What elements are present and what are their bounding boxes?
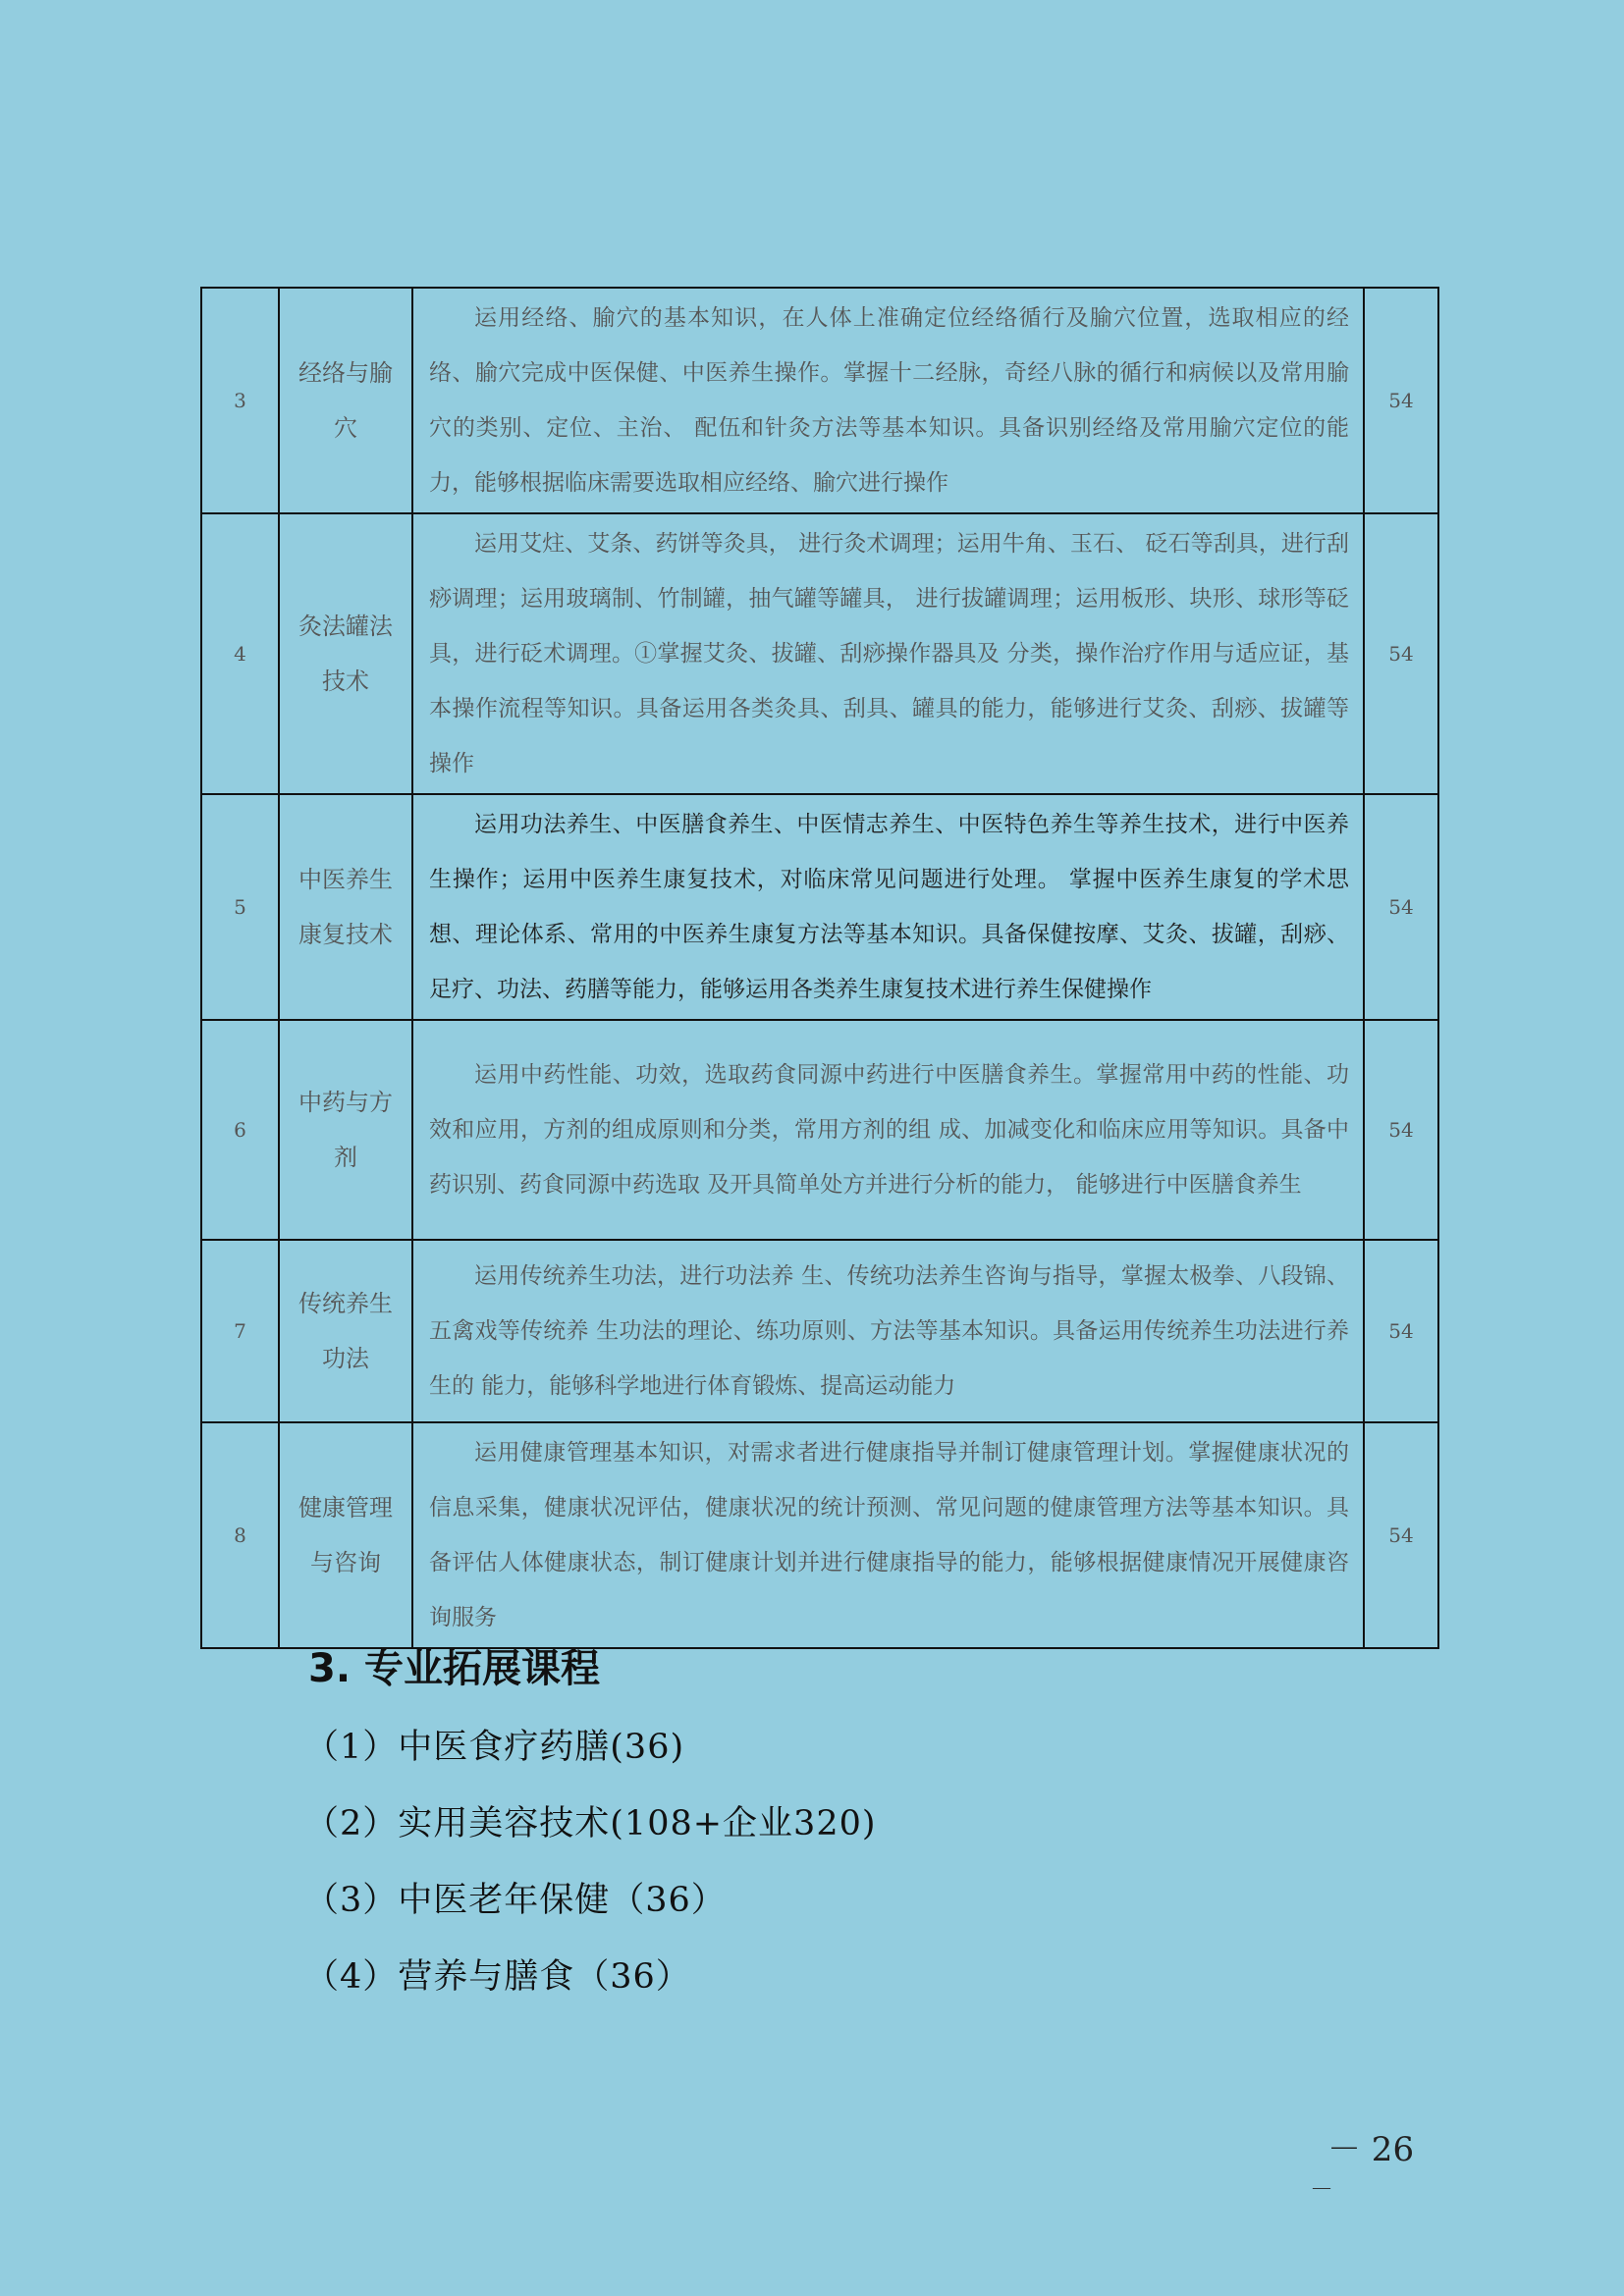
course-description [412,513,1364,794]
course-name: 中医养生康复技术 [279,794,412,1020]
table-row [201,1422,1438,1648]
course-hours: 54 [1364,1240,1438,1422]
table-row [201,794,1438,1020]
course-name: 健康管理与咨询 [279,1422,412,1648]
table-row [201,513,1438,794]
course-description-text: 运用经络、腧穴的基本知识，在人体上准确定位经络循行及腧穴位置，选取相应的经络、腧穴完成中医保健、中医养生操作。掌握十二经脉，奇经八脉的循行和病候以及常用腧穴的类别、定位、主治、 配伍和针灸方法等基本知识。具备识别经络及常用腧穴定位的能力，能够根据临床需要选取相应经络、腧穴进行操作 [429,305,1349,496]
page-number: － 26 [1327,2130,1415,2169]
course-table [200,287,1439,1649]
course-description-text: 运用艾炷、艾条、药饼等灸具， 进行灸术调理；运用牛角、玉石、 砭石等刮具，进行刮痧调理；运用玻璃制、竹制罐，抽气罐等罐具， 进行拔罐调理；运用板形、块形、球形等砭具，进行砭术调理。①掌握艾灸、拔罐、刮痧操作器具及 分类，操作治疗作用与适应证，基本操作流程等知识。具备运用各类灸具、刮具、罐具的能力，能够进行艾灸、刮痧、拔罐等操作 [429,531,1349,776]
course-description [412,1240,1364,1422]
course-name: 灸法罐法技术 [279,513,412,794]
course-name: 传统养生功法 [279,1240,412,1422]
course-description-text: 运用健康管理基本知识，对需求者进行健康指导并制订健康管理计划。掌握健康状况的信息采集，健康状况评估，健康状况的统计预测、常见问题的健康管理方法等基本知识。具备评估人体健康状态，制订健康计划并进行健康指导的能力，能够根据健康情况开展健康咨询服务 [429,1440,1349,1630]
course-description [412,1422,1364,1648]
table-row [201,1020,1438,1240]
list-item: （1）中医食疗药膳(36) [304,1728,685,1767]
list-item: （3）中医老年保健（36） [304,1881,727,1920]
course-hours: 54 [1364,794,1438,1020]
list-item: （2）实用美容技术(108+企业320) [304,1804,877,1843]
course-description [412,288,1364,513]
course-description [412,1020,1364,1240]
course-hours: 54 [1364,288,1438,513]
page-dash: － [1310,2175,1333,2203]
row-number: 6 [201,1020,279,1240]
course-description-text: 运用传统养生功法，进行功法养 生、传统功法养生咨询与指导，掌握太极拳、八段锦、五禽戏等传统养 生功法的理论、练功原则、方法等基本知识。具备运用传统养生功法进行养生的 能力，能够科学地进行体育锻炼、提高运动能力 [429,1263,1349,1399]
table-row [201,1240,1438,1422]
section-title: 3. 专业拓展课程 [308,1646,600,1691]
row-number: 8 [201,1422,279,1648]
table-row [201,288,1438,513]
course-hours: 54 [1364,513,1438,794]
row-number: 4 [201,513,279,794]
course-name: 中药与方剂 [279,1020,412,1240]
course-description-text: 运用中药性能、功效，选取药食同源中药进行中医膳食养生。掌握常用中药的性能、功效和应用，方剂的组成原则和分类，常用方剂的组 成、加减变化和临床应用等知识。具备中药识别、药食同源中药选取 及开具简单处方并进行分析的能力， 能够进行中医膳食养生 [429,1062,1349,1198]
list-item: （4）营养与膳食（36） [304,1957,691,1997]
row-number: 5 [201,794,279,1020]
row-number: 3 [201,288,279,513]
course-hours: 54 [1364,1422,1438,1648]
course-name: 经络与腧穴 [279,288,412,513]
table-body [201,288,1438,1648]
course-hours: 54 [1364,1020,1438,1240]
extension-course-list [304,1718,877,2024]
course-description-text: 运用功法养生、中医膳食养生、中医情志养生、中医特色养生等养生技术，进行中医养生操作；运用中医养生康复技术，对临床常见问题进行处理。 掌握中医养生康复的学术思想、理论体系、常用的中医养生康复方法等基本知识。具备保健按摩、艾灸、拔罐，刮痧、足疗、功法、药膳等能力，能够运用各类养生康复技术进行养生保健操作 [429,812,1349,1002]
row-number: 7 [201,1240,279,1422]
course-description [412,794,1364,1020]
